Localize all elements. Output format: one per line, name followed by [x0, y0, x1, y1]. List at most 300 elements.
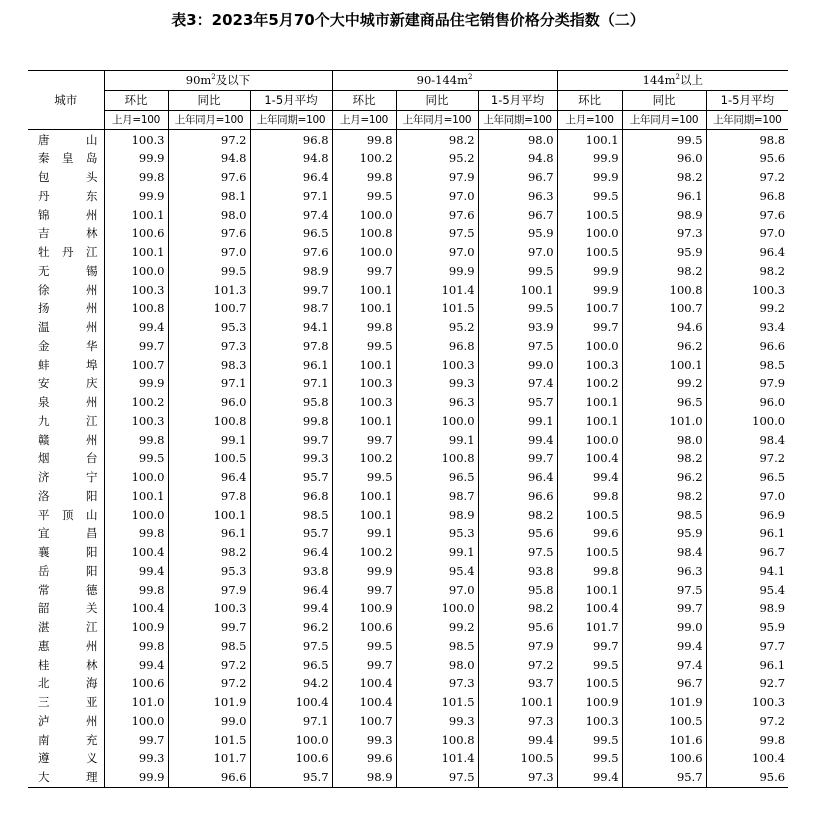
index-value: 97.3	[478, 712, 557, 731]
index-value: 98.5	[250, 505, 332, 524]
table-row	[28, 505, 788, 524]
city-name: 锦州	[38, 207, 98, 222]
index-value: 98.0	[478, 130, 557, 149]
index-value: 95.9	[622, 243, 706, 262]
subhead-cell: 1-5月平均	[478, 90, 557, 110]
index-value: 97.1	[250, 187, 332, 206]
price-index-table	[28, 70, 788, 788]
index-value: 96.8	[250, 130, 332, 149]
index-value: 100.5	[168, 449, 250, 468]
index-value: 96.8	[250, 487, 332, 506]
index-value: 100.1	[168, 505, 250, 524]
subhead-cell: 同比	[622, 90, 706, 110]
index-value: 97.9	[706, 374, 788, 393]
index-value: 101.0	[104, 693, 168, 712]
index-value: 97.6	[168, 224, 250, 243]
index-value: 99.3	[104, 749, 168, 768]
index-value: 96.3	[396, 393, 478, 412]
index-value: 99.2	[706, 299, 788, 318]
index-value: 99.5	[332, 187, 396, 206]
unit-cell: 上年同期=100	[706, 110, 788, 130]
index-value: 99.5	[557, 187, 622, 206]
city-name: 襄阳	[38, 545, 98, 560]
index-value: 97.6	[706, 205, 788, 224]
index-value: 97.5	[622, 580, 706, 599]
index-value: 98.9	[250, 262, 332, 281]
index-value: 96.4	[250, 580, 332, 599]
subhead-cell: 1-5月平均	[706, 90, 788, 110]
index-value: 99.4	[478, 430, 557, 449]
index-value: 100.4	[706, 749, 788, 768]
city-name: 常德	[38, 582, 98, 597]
index-value: 97.3	[168, 337, 250, 356]
index-value: 100.0	[104, 468, 168, 487]
index-value: 96.8	[706, 187, 788, 206]
index-value: 100.4	[557, 599, 622, 618]
index-value: 100.1	[332, 412, 396, 431]
index-value: 98.3	[168, 355, 250, 374]
city-name: 湛江	[38, 620, 98, 635]
index-value: 100.3	[104, 130, 168, 149]
index-value: 95.4	[396, 562, 478, 581]
index-value: 96.3	[622, 562, 706, 581]
index-value: 94.1	[250, 318, 332, 337]
table-row	[28, 580, 788, 599]
city-name: 岳阳	[38, 563, 98, 578]
index-value: 100.2	[332, 449, 396, 468]
index-value: 98.2	[706, 262, 788, 281]
index-value: 95.3	[396, 524, 478, 543]
index-value: 97.4	[250, 205, 332, 224]
index-value: 97.4	[622, 655, 706, 674]
index-value: 96.8	[396, 337, 478, 356]
index-value: 99.4	[104, 562, 168, 581]
index-value: 99.7	[332, 430, 396, 449]
index-value: 99.8	[557, 562, 622, 581]
index-value: 97.2	[168, 655, 250, 674]
index-value: 100.5	[557, 205, 622, 224]
index-value: 96.4	[250, 543, 332, 562]
index-value: 98.4	[622, 543, 706, 562]
index-value: 97.0	[706, 487, 788, 506]
index-value: 100.0	[557, 337, 622, 356]
index-value: 99.4	[557, 468, 622, 487]
index-value: 97.1	[250, 712, 332, 731]
index-value: 101.9	[622, 693, 706, 712]
index-value: 99.9	[104, 187, 168, 206]
index-value: 100.3	[104, 280, 168, 299]
index-value: 96.2	[622, 468, 706, 487]
index-value: 98.5	[396, 637, 478, 656]
city-name: 丹东	[38, 188, 98, 203]
index-value: 100.6	[104, 674, 168, 693]
index-value: 96.5	[396, 468, 478, 487]
index-value: 97.0	[168, 243, 250, 262]
index-value: 93.8	[478, 562, 557, 581]
index-value: 99.1	[168, 430, 250, 449]
index-value: 99.5	[478, 262, 557, 281]
index-value: 100.3	[706, 693, 788, 712]
city-name: 九江	[38, 413, 98, 428]
table-row	[28, 468, 788, 487]
index-value: 98.9	[622, 205, 706, 224]
index-value: 99.0	[622, 618, 706, 637]
index-value: 93.7	[478, 674, 557, 693]
index-value: 99.4	[104, 318, 168, 337]
city-name: 南充	[38, 732, 98, 747]
index-value: 100.3	[332, 393, 396, 412]
index-value: 99.5	[557, 749, 622, 768]
city-name: 吉林	[38, 226, 98, 241]
index-value: 100.3	[104, 412, 168, 431]
index-value: 99.1	[332, 524, 396, 543]
index-value: 96.7	[622, 674, 706, 693]
index-value: 93.9	[478, 318, 557, 337]
table-row	[28, 637, 788, 656]
index-value: 96.1	[622, 187, 706, 206]
table-row	[28, 712, 788, 731]
index-value: 100.9	[332, 599, 396, 618]
table-row	[28, 393, 788, 412]
index-value: 99.7	[478, 449, 557, 468]
index-value: 95.9	[706, 618, 788, 637]
index-value: 96.5	[250, 655, 332, 674]
subhead-cell: 环比	[557, 90, 622, 110]
index-value: 100.7	[557, 299, 622, 318]
subhead-cell: 同比	[168, 90, 250, 110]
city-name: 泉州	[38, 395, 98, 410]
unit-cell: 上年同月=100	[168, 110, 250, 130]
index-value: 97.4	[478, 374, 557, 393]
table-row	[28, 243, 788, 262]
city-name: 包头	[38, 170, 98, 185]
subhead-cell: 环比	[332, 90, 396, 110]
index-value: 99.8	[104, 637, 168, 656]
index-value: 100.1	[557, 412, 622, 431]
index-value: 98.8	[706, 130, 788, 149]
table-row	[28, 524, 788, 543]
index-value: 95.7	[478, 393, 557, 412]
index-value: 100.1	[332, 487, 396, 506]
table-row	[28, 768, 788, 787]
index-value: 94.6	[622, 318, 706, 337]
index-value: 99.2	[622, 374, 706, 393]
index-value: 99.7	[250, 280, 332, 299]
index-value: 99.4	[250, 599, 332, 618]
index-value: 99.4	[478, 730, 557, 749]
index-value: 100.1	[478, 280, 557, 299]
index-value: 99.7	[332, 655, 396, 674]
city-name: 大理	[28, 768, 104, 787]
city-name: 徐州	[38, 282, 98, 297]
group-header-medium: $90-144m^2$	[332, 71, 557, 91]
index-value: 99.9	[557, 168, 622, 187]
index-value: 99.3	[332, 730, 396, 749]
index-value: 99.2	[396, 618, 478, 637]
unit-cell: 上月=100	[557, 110, 622, 130]
index-value: 97.0	[706, 224, 788, 243]
index-value: 95.4	[706, 580, 788, 599]
table-row	[28, 355, 788, 374]
index-value: 94.2	[250, 674, 332, 693]
table-header	[28, 71, 788, 130]
index-value: 100.2	[332, 543, 396, 562]
index-value: 96.5	[706, 468, 788, 487]
group-header-small: $90m^2$及以下	[104, 71, 332, 91]
index-value: 99.7	[332, 580, 396, 599]
index-value: 94.1	[706, 562, 788, 581]
unit-cell: 上年同月=100	[622, 110, 706, 130]
index-value: 100.2	[332, 149, 396, 168]
index-value: 99.5	[557, 655, 622, 674]
index-value: 99.9	[557, 149, 622, 168]
index-value: 99.7	[104, 730, 168, 749]
index-value: 99.8	[104, 430, 168, 449]
index-value: 96.5	[250, 224, 332, 243]
index-value: 100.6	[622, 749, 706, 768]
index-value: 95.7	[250, 468, 332, 487]
index-value: 99.6	[557, 524, 622, 543]
index-value: 100.5	[557, 243, 622, 262]
index-value: 95.3	[168, 562, 250, 581]
index-value: 98.5	[622, 505, 706, 524]
index-value: 95.8	[478, 580, 557, 599]
index-value: 97.2	[706, 712, 788, 731]
index-value: 98.9	[332, 768, 396, 787]
index-value: 98.0	[622, 430, 706, 449]
index-value: 100.5	[557, 505, 622, 524]
index-value: 101.4	[396, 749, 478, 768]
index-value: 100.0	[557, 430, 622, 449]
index-value: 97.5	[478, 337, 557, 356]
city-name: 桂林	[38, 657, 98, 672]
index-value: 100.0	[250, 730, 332, 749]
index-value: 96.6	[168, 768, 250, 787]
index-value: 97.8	[250, 337, 332, 356]
index-value: 100.0	[332, 205, 396, 224]
index-value: 97.2	[168, 674, 250, 693]
index-value: 95.2	[396, 318, 478, 337]
unit-cell: 上年同期=100	[250, 110, 332, 130]
index-value: 98.2	[622, 449, 706, 468]
index-value: 101.0	[622, 412, 706, 431]
index-value: 100.5	[557, 543, 622, 562]
index-value: 98.7	[250, 299, 332, 318]
index-value: 96.6	[706, 337, 788, 356]
city-name: 唐山	[38, 132, 98, 147]
table-row	[28, 543, 788, 562]
index-value: 99.3	[396, 712, 478, 731]
index-value: 101.7	[557, 618, 622, 637]
table-row	[28, 562, 788, 581]
index-value: 96.7	[706, 543, 788, 562]
index-value: 96.9	[706, 505, 788, 524]
index-value: 101.5	[396, 693, 478, 712]
table-row	[28, 655, 788, 674]
city-name: 安庆	[38, 376, 98, 391]
table-row	[28, 618, 788, 637]
index-value: 99.9	[332, 562, 396, 581]
index-value: 100.9	[104, 618, 168, 637]
index-value: 99.1	[396, 543, 478, 562]
index-value: 99.5	[478, 299, 557, 318]
index-value: 95.6	[478, 524, 557, 543]
index-value: 100.8	[622, 280, 706, 299]
index-value: 100.0	[104, 262, 168, 281]
index-value: 97.2	[706, 449, 788, 468]
index-value: 98.5	[706, 355, 788, 374]
table-row	[28, 149, 788, 168]
index-value: 97.3	[622, 224, 706, 243]
index-value: 97.5	[478, 543, 557, 562]
index-value: 100.8	[104, 299, 168, 318]
index-value: 98.1	[168, 187, 250, 206]
index-value: 95.3	[168, 318, 250, 337]
index-value: 100.1	[332, 355, 396, 374]
unit-cell: 上年同月=100	[396, 110, 478, 130]
index-value: 98.2	[478, 505, 557, 524]
index-value: 98.9	[706, 599, 788, 618]
index-value: 99.8	[332, 318, 396, 337]
unit-cell: 上月=100	[332, 110, 396, 130]
index-value: 100.7	[168, 299, 250, 318]
index-value: 99.8	[104, 524, 168, 543]
index-value: 99.5	[332, 468, 396, 487]
index-value: 99.0	[168, 712, 250, 731]
index-value: 98.0	[168, 205, 250, 224]
index-value: 97.0	[396, 187, 478, 206]
index-value: 101.4	[396, 280, 478, 299]
index-value: 97.6	[396, 205, 478, 224]
index-value: 99.5	[622, 130, 706, 149]
index-value: 99.8	[104, 580, 168, 599]
index-value: 100.1	[622, 355, 706, 374]
index-value: 97.8	[168, 487, 250, 506]
index-value: 100.1	[557, 580, 622, 599]
city-name: 惠州	[38, 638, 98, 653]
index-value: 97.2	[168, 130, 250, 149]
index-value: 100.1	[104, 243, 168, 262]
table-row	[28, 749, 788, 768]
index-value: 96.3	[478, 187, 557, 206]
index-value: 97.5	[250, 637, 332, 656]
index-value: 94.8	[478, 149, 557, 168]
index-value: 96.0	[168, 393, 250, 412]
index-value: 97.3	[396, 674, 478, 693]
index-value: 100.1	[557, 393, 622, 412]
table-row	[28, 187, 788, 206]
index-value: 100.1	[104, 205, 168, 224]
index-value: 95.6	[706, 768, 788, 787]
index-value: 98.0	[396, 655, 478, 674]
index-value: 99.7	[332, 262, 396, 281]
index-value: 98.2	[168, 543, 250, 562]
index-value: 99.1	[396, 430, 478, 449]
index-value: 100.9	[557, 693, 622, 712]
index-value: 100.1	[332, 280, 396, 299]
index-value: 100.3	[557, 355, 622, 374]
index-value: 99.8	[250, 412, 332, 431]
city-name: 烟台	[38, 451, 98, 466]
index-value: 100.4	[250, 693, 332, 712]
index-value: 96.7	[478, 168, 557, 187]
index-value: 96.2	[250, 618, 332, 637]
index-value: 98.7	[396, 487, 478, 506]
index-value: 100.8	[168, 412, 250, 431]
table-row	[28, 730, 788, 749]
index-value: 96.1	[168, 524, 250, 543]
index-value: 100.4	[332, 674, 396, 693]
index-value: 101.5	[396, 299, 478, 318]
table-row	[28, 449, 788, 468]
index-value: 100.3	[557, 712, 622, 731]
index-value: 100.7	[104, 355, 168, 374]
index-value: 96.4	[250, 168, 332, 187]
index-value: 99.3	[250, 449, 332, 468]
city-name: 金华	[38, 338, 98, 353]
index-value: 96.1	[250, 355, 332, 374]
table-body	[28, 130, 788, 787]
index-value: 99.7	[168, 618, 250, 637]
index-value: 97.6	[168, 168, 250, 187]
table-row	[28, 168, 788, 187]
index-value: 93.4	[706, 318, 788, 337]
index-value: 100.4	[104, 543, 168, 562]
index-value: 99.9	[104, 768, 168, 787]
index-value: 95.7	[622, 768, 706, 787]
index-value: 99.7	[104, 337, 168, 356]
index-value: 99.9	[396, 262, 478, 281]
index-value: 101.6	[622, 730, 706, 749]
index-value: 96.1	[706, 524, 788, 543]
table-row	[28, 262, 788, 281]
city-name: 韶关	[38, 601, 98, 616]
index-value: 93.8	[250, 562, 332, 581]
index-value: 99.7	[250, 430, 332, 449]
index-value: 99.0	[478, 355, 557, 374]
index-value: 100.0	[396, 412, 478, 431]
index-value: 100.4	[557, 449, 622, 468]
index-value: 101.5	[168, 730, 250, 749]
table-row	[28, 130, 788, 149]
table-row	[28, 599, 788, 618]
city-name: 遵义	[38, 751, 98, 766]
index-value: 99.1	[478, 412, 557, 431]
index-value: 100.3	[332, 374, 396, 393]
table-row	[28, 412, 788, 431]
index-value: 96.0	[622, 149, 706, 168]
index-value: 96.1	[706, 655, 788, 674]
index-value: 99.3	[396, 374, 478, 393]
group-header-large: $144m^2$以上	[557, 71, 788, 91]
index-value: 100.0	[104, 505, 168, 524]
index-value: 100.7	[622, 299, 706, 318]
subhead-cell: 同比	[396, 90, 478, 110]
index-value: 99.6	[332, 749, 396, 768]
index-value: 97.2	[706, 168, 788, 187]
city-name: 三亚	[38, 695, 98, 710]
index-value: 96.5	[622, 393, 706, 412]
city-name: 温州	[38, 320, 98, 335]
index-value: 100.3	[396, 355, 478, 374]
index-value: 95.8	[250, 393, 332, 412]
index-value: 100.1	[332, 505, 396, 524]
index-value: 98.5	[168, 637, 250, 656]
index-value: 97.6	[250, 243, 332, 262]
index-value: 100.1	[557, 130, 622, 149]
index-value: 95.6	[478, 618, 557, 637]
index-value: 97.9	[168, 580, 250, 599]
